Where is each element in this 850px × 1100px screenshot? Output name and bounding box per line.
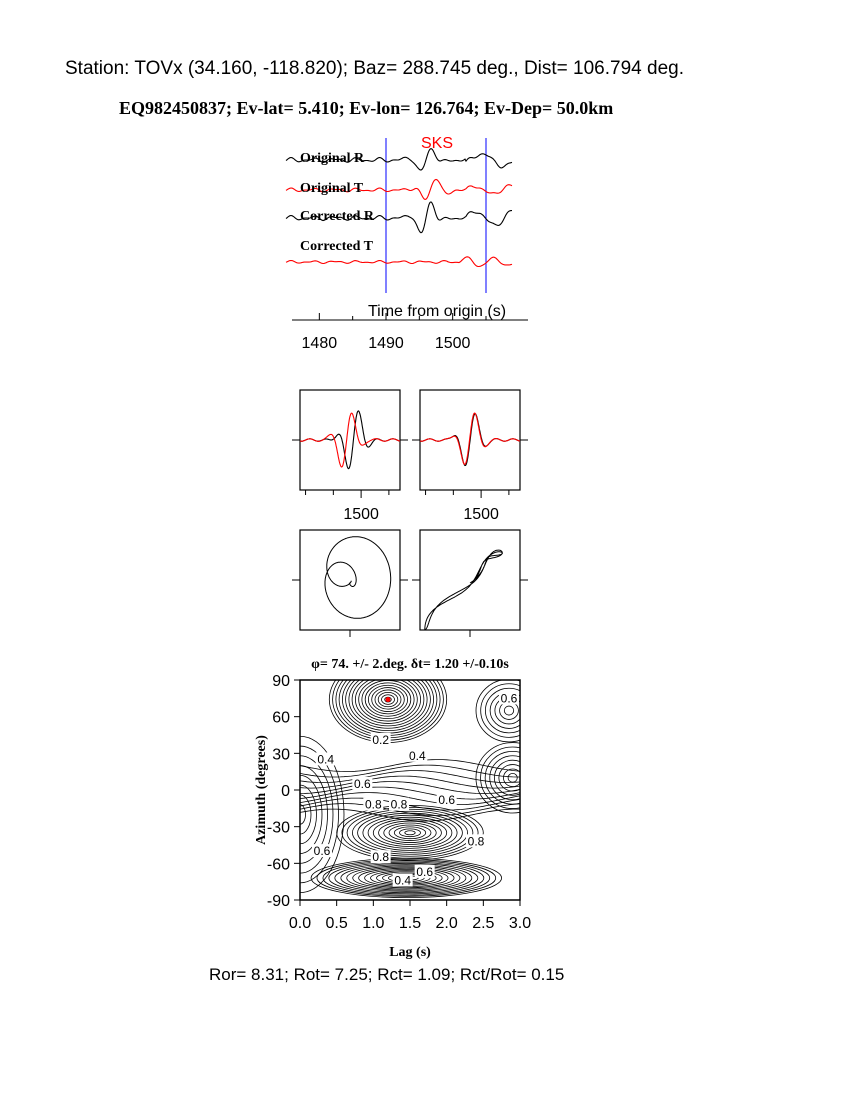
time-tick-label: 1480 xyxy=(301,335,338,352)
azimuth-tick-label: -30 xyxy=(266,819,290,837)
azimuth-tick-label: 60 xyxy=(272,709,290,727)
contour-line xyxy=(494,760,531,795)
waveform-transverse xyxy=(420,413,520,464)
contour-line xyxy=(352,811,467,854)
trace-corrected-t xyxy=(286,257,512,267)
grid-search-panel xyxy=(254,657,549,960)
waveform-ticks xyxy=(292,440,528,523)
grid-search-title: φ= 74. +/- 2.deg. δt= 1.20 +/-0.10s xyxy=(311,657,509,672)
event-line: EQ982450837; Ev-lat= 5.410; Ev-lon= 126.764; Ev-Dep= 50.0km xyxy=(119,98,614,118)
azimuth-axis-label: Azimuth (degrees) xyxy=(254,735,269,845)
contour-label: 0.4 xyxy=(317,752,335,767)
contour-line xyxy=(481,747,545,809)
lag-tick-label: 0.0 xyxy=(288,915,312,932)
lag-tick-label: 2.0 xyxy=(435,915,458,932)
lag-tick-label: 3.0 xyxy=(508,915,532,932)
azimuth-tick-label: -60 xyxy=(266,856,290,874)
contour-line xyxy=(503,769,521,787)
particle-motion-original xyxy=(325,537,391,619)
contour-label: 0.2 xyxy=(372,732,390,747)
contour-label: 0.8 xyxy=(390,797,408,812)
waveform-original-traces xyxy=(300,411,400,469)
contour-label: 0.8 xyxy=(364,797,382,812)
lag-tick-label: 1.0 xyxy=(362,915,385,932)
particle-motion-ticks xyxy=(292,580,528,637)
lag-axis-label: Lag (s) xyxy=(389,945,431,960)
waveform-tick-label: 1500 xyxy=(463,506,499,523)
particle-motion-panel-corrected xyxy=(420,530,520,630)
contour-label: 0.6 xyxy=(438,792,456,807)
contour-line xyxy=(485,751,540,804)
time-tick-label: 1490 xyxy=(368,335,404,352)
waveform-tick-label: 1500 xyxy=(343,506,379,523)
ratios-line: Ror= 8.31; Rot= 7.25; Rct= 1.09; Rct/Rot= 0.15 xyxy=(209,965,565,984)
contour-label: 0.8 xyxy=(372,850,390,865)
trace-label-original-t: Original T xyxy=(300,181,364,196)
trace-label-original-r: Original R xyxy=(300,151,365,166)
contour-label: 0.4 xyxy=(394,873,412,888)
contour-label: 0.8 xyxy=(467,834,485,849)
contour-line xyxy=(405,831,415,835)
contour-line xyxy=(347,809,473,856)
contour-line xyxy=(389,825,431,841)
time-axis-label: Time from origin (s) xyxy=(367,303,507,320)
waveform-radial xyxy=(300,411,400,469)
waveform-transverse xyxy=(300,413,400,467)
particle-motion-panels xyxy=(292,530,528,637)
contour-label: 0.4 xyxy=(408,748,426,763)
trace-label-corrected-t: Corrected T xyxy=(300,239,373,254)
contour-line xyxy=(384,823,436,843)
station-line: Station: TOVx (34.160, -118.820); Baz= 288.745 deg., Dist= 106.794 deg. xyxy=(65,58,684,79)
time-tick-label: 1500 xyxy=(434,335,471,352)
azimuth-tick-label: 30 xyxy=(272,746,290,764)
lag-tick-label: 0.5 xyxy=(325,915,348,932)
contour-line xyxy=(504,706,513,715)
contour-line xyxy=(508,773,517,782)
contour-label: 0.6 xyxy=(313,844,331,859)
azimuth-tick-label: 90 xyxy=(272,673,290,690)
azimuth-tick-label: 0 xyxy=(281,783,290,800)
seismogram-panel xyxy=(286,135,528,352)
particle-motion-corrected xyxy=(425,550,503,630)
lag-tick-label: 2.5 xyxy=(472,915,495,932)
contour-label: 0.6 xyxy=(500,691,518,706)
azimuth-tick-label: -90 xyxy=(266,893,290,910)
particle-motion-panel-original xyxy=(300,530,400,630)
best-fit-point xyxy=(386,697,391,702)
phase-label: SKS xyxy=(420,135,454,152)
trace-label-corrected-r: Corrected R xyxy=(300,209,374,224)
lag-tick-label: 1.5 xyxy=(398,915,422,932)
contour-line xyxy=(400,829,421,837)
contour-line xyxy=(368,817,452,848)
contour-label: 0.6 xyxy=(353,776,371,791)
waveform-panels xyxy=(292,390,528,523)
contour-label: 0.6 xyxy=(416,864,434,879)
waveform-corrected-traces xyxy=(420,413,520,465)
